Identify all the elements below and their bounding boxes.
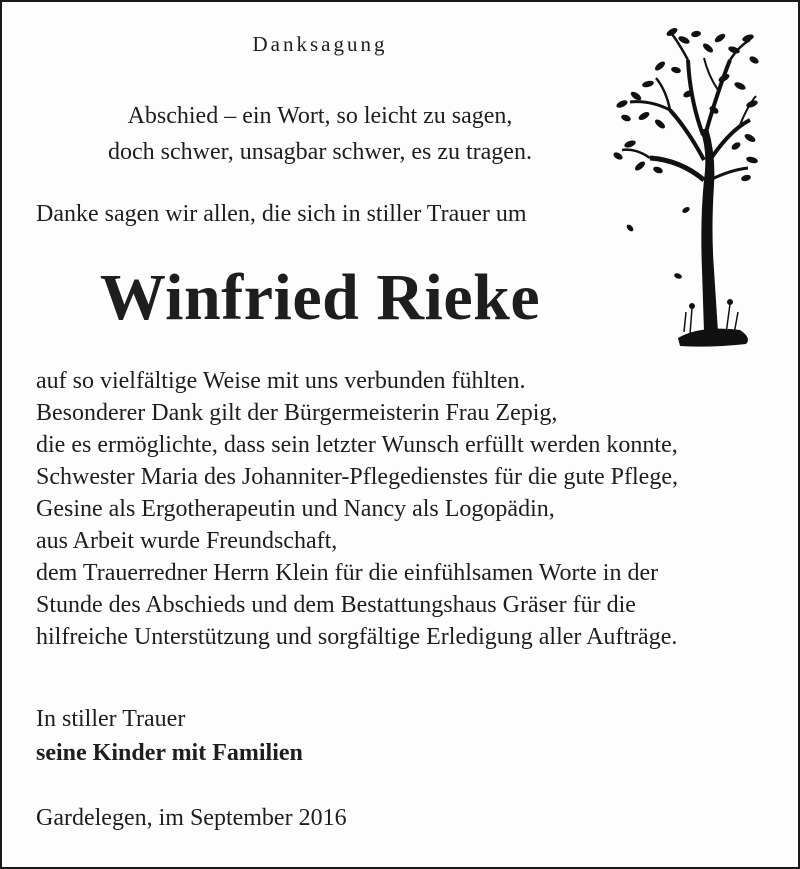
poem	[2, 98, 638, 170]
closing	[36, 702, 303, 770]
body-line: Gesine als Ergotherapeutin und Nancy als Logopädin,	[36, 496, 555, 522]
body-line: Schwester Maria des Johanniter-Pflegedienstes für die gute Pflege,	[36, 464, 678, 490]
place-date: Gardelegen, im September 2016	[36, 805, 347, 831]
body-line: hilfreiche Unterstützung und sorgfältige Erledigung aller Aufträge.	[36, 624, 678, 650]
closing-line: In stiller Trauer	[36, 706, 186, 732]
tree-silhouette-icon	[600, 20, 760, 350]
body-text	[36, 365, 776, 653]
deceased-name: Winfried Rieke	[99, 261, 541, 334]
body-line: aus Arbeit wurde Freundschaft,	[36, 528, 338, 554]
body-line: Besonderer Dank gilt der Bürgermeisterin Frau Zepig,	[36, 400, 558, 426]
poem-line: Abschied – ein Wort, so leicht zu sagen,	[127, 103, 513, 129]
body-line: dem Trauerredner Herrn Klein für die einfühlsamen Worte in der	[36, 560, 659, 586]
body-line: auf so vielfältige Weise mit uns verbunden fühlten.	[36, 368, 526, 394]
poem-line: doch schwer, unsagbar schwer, es zu tragen.	[108, 139, 532, 165]
signers: seine Kinder mit Familien	[36, 740, 303, 766]
body-line: Stunde des Abschieds und dem Bestattungshaus Gräser für die	[36, 592, 636, 618]
body-line: die es ermöglichte, dass sein letzter Wunsch erfüllt werden konnte,	[36, 432, 678, 458]
thanks-intro: Danke sagen wir allen, die sich in stiller Trauer um	[36, 201, 527, 227]
notice-heading: Danksagung	[252, 32, 388, 56]
